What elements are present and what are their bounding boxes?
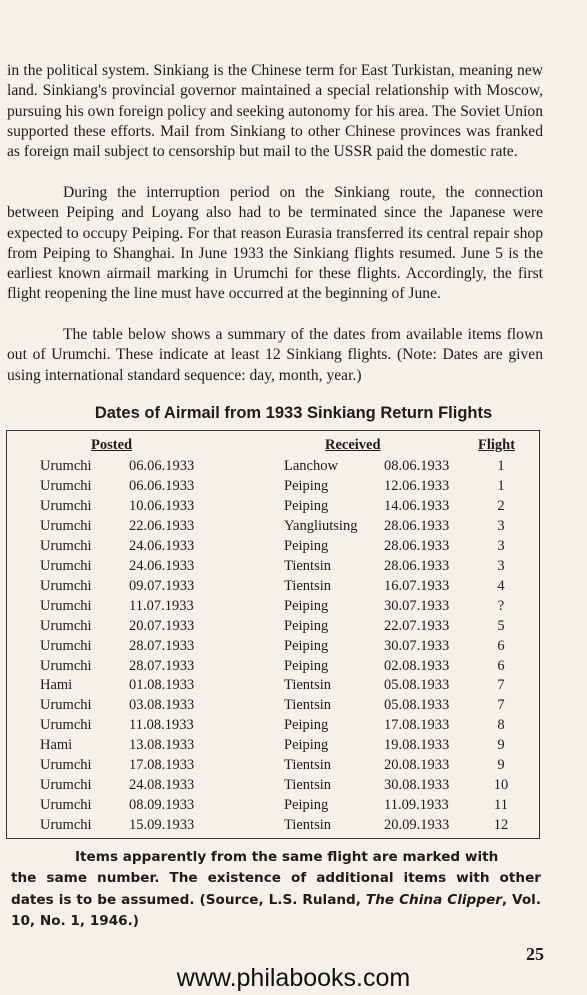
posted-city: Hami <box>40 677 73 694</box>
caption-text-b: , Vol. 10, No. 1, 1946.) <box>11 891 541 929</box>
posted-date: 10.06.1933 <box>129 497 195 514</box>
received-date: 17.08.1933 <box>384 717 450 734</box>
received-city: Peiping <box>284 797 329 814</box>
table-title: Dates of Airmail from 1933 Sinkiang Return Flights <box>94 404 493 422</box>
posted-date: 24.08.1933 <box>129 777 195 794</box>
table-row <box>0 656 587 676</box>
posted-city: Urumchi <box>40 777 92 794</box>
posted-city: Urumchi <box>40 477 92 494</box>
posted-date: 06.06.1933 <box>129 477 195 494</box>
received-city: Tientsin <box>284 697 332 714</box>
table-row <box>0 755 587 775</box>
flight-number: 9 <box>497 757 505 774</box>
posted-date: 28.07.1933 <box>129 637 195 654</box>
received-city: Tientsin <box>284 757 332 774</box>
flight-number: 7 <box>497 677 505 694</box>
table-row <box>0 516 587 536</box>
flight-number: 10 <box>493 777 509 794</box>
posted-date: 22.06.1933 <box>129 517 195 534</box>
posted-city: Urumchi <box>40 637 92 654</box>
received-city: Peiping <box>284 657 329 674</box>
flight-number: 11 <box>494 797 508 814</box>
watermark: www.philabooks.com <box>176 964 411 992</box>
table-caption <box>11 847 541 932</box>
received-city: Lanchow <box>284 458 338 474</box>
posted-city: Urumchi <box>40 458 92 474</box>
paragraph-1: in the political system. Sinkiang is the Chinese term for East Turkistan, meaning new land. Sinkiang's provincial governor maintained a special relationship with Moscow, pursuing his own foreign policy and seeking autonomy for his area. The Soviet Union supported these efforts. Mail from Sinkiang to other Chinese provinces was franked as foreign mail subject to censorship but mail to the USSR paid the domestic rate. <box>7 62 543 161</box>
table-row <box>0 576 587 596</box>
flight-number: 6 <box>497 637 505 654</box>
received-city: Peiping <box>284 597 329 614</box>
received-date: 14.06.1933 <box>384 497 450 514</box>
table-row <box>0 536 587 556</box>
posted-city: Urumchi <box>40 817 92 834</box>
received-date: 05.08.1933 <box>384 697 450 714</box>
table-row <box>0 715 587 735</box>
table-row <box>0 675 587 695</box>
flight-number: 5 <box>497 617 505 634</box>
posted-city: Urumchi <box>40 497 92 514</box>
flight-number: 9 <box>497 737 505 754</box>
flight-number: 7 <box>497 697 505 714</box>
posted-city: Hami <box>40 737 73 754</box>
received-date: 28.06.1933 <box>384 557 450 574</box>
header-received: Received <box>325 437 381 453</box>
received-city: Tientsin <box>284 557 332 574</box>
posted-date: 11.07.1933 <box>129 597 194 614</box>
table-row <box>0 775 587 795</box>
flight-number: 3 <box>497 537 505 554</box>
posted-city: Urumchi <box>40 577 92 594</box>
table-row <box>0 735 587 755</box>
received-city: Tientsin <box>284 677 332 694</box>
received-date: 28.06.1933 <box>384 537 450 554</box>
posted-date: 01.08.1933 <box>129 677 195 694</box>
posted-date: 15.09.1933 <box>129 817 195 834</box>
flight-number: 1 <box>497 458 505 474</box>
received-city: Peiping <box>284 477 329 494</box>
received-city: Peiping <box>284 717 329 734</box>
received-date: 11.09.1933 <box>384 797 449 814</box>
flight-number: 3 <box>497 557 505 574</box>
page-number: 25 <box>526 944 544 964</box>
received-date: 20.09.1933 <box>384 817 450 834</box>
flight-number: 4 <box>497 577 505 594</box>
flight-number: 3 <box>497 517 505 534</box>
posted-city: Urumchi <box>40 597 92 614</box>
received-city: Peiping <box>284 497 329 514</box>
paragraph-2: During the interruption period on the Sinkiang route, the connection between Peiping and Loyang also had to be terminated since the Japanese were expected to occupy Peiping. For that reason Eurasia transferred its central repair shop from Peiping to Shanghai. In June 1933 the Sinkiang flights resumed. June 5 is the earliest known airmail marking in Urumchi for these flights. Accordingly, the first flight reopening the line must have occurred at the beginning of June. <box>7 184 543 303</box>
caption-text-a: the same number. The existence of additional items with other dates is to be assumed. (Source, L.S. Ruland, <box>11 870 541 908</box>
table-row <box>0 556 587 576</box>
posted-city: Urumchi <box>40 557 92 574</box>
received-city: Peiping <box>284 637 329 654</box>
table-row <box>0 636 587 656</box>
flight-number: 8 <box>497 717 505 734</box>
table-row <box>0 476 587 496</box>
header-posted: Posted <box>91 437 133 453</box>
received-date: 20.08.1933 <box>384 757 450 774</box>
received-city: Peiping <box>284 737 329 754</box>
received-date: 22.07.1933 <box>384 617 450 634</box>
posted-date: 08.09.1933 <box>129 797 195 814</box>
posted-city: Urumchi <box>40 517 92 534</box>
paragraph-3: The table below shows a summary of the dates from available items flown out of Urumchi. These indicate at least 12 Sinkiang flights. (Note: Dates are given using international standard sequence: day, month, year.) <box>7 326 543 384</box>
posted-city: Urumchi <box>40 797 92 814</box>
received-city: Peiping <box>284 617 329 634</box>
flight-number: 6 <box>497 657 505 674</box>
posted-city: Urumchi <box>40 697 92 714</box>
flight-number: 2 <box>497 497 505 514</box>
received-date: 30.08.1933 <box>384 777 450 794</box>
posted-city: Urumchi <box>40 537 92 554</box>
header-flight: Flight <box>478 437 516 453</box>
posted-date: 28.07.1933 <box>129 657 195 674</box>
table-row <box>0 456 587 476</box>
received-city: Tientsin <box>284 817 332 834</box>
posted-date: 17.08.1933 <box>129 757 195 774</box>
received-city: Tientsin <box>284 777 332 794</box>
received-date: 08.06.1933 <box>384 458 450 474</box>
posted-city: Urumchi <box>40 717 92 734</box>
posted-date: 13.08.1933 <box>129 737 195 754</box>
posted-date: 24.06.1933 <box>129 557 195 574</box>
posted-date: 20.07.1933 <box>129 617 195 634</box>
posted-date: 03.08.1933 <box>129 697 195 714</box>
flight-number: 12 <box>493 817 509 834</box>
posted-city: Urumchi <box>40 657 92 674</box>
table-row <box>0 695 587 715</box>
received-date: 28.06.1933 <box>384 517 450 534</box>
posted-city: Urumchi <box>40 617 92 634</box>
received-date: 30.07.1933 <box>384 637 450 654</box>
posted-date: 24.06.1933 <box>129 537 195 554</box>
received-city: Peiping <box>284 537 329 554</box>
received-city: Yangliutsing <box>284 517 358 534</box>
posted-city: Urumchi <box>40 757 92 774</box>
posted-date: 06.06.1933 <box>129 458 195 474</box>
received-city: Tientsin <box>284 577 332 594</box>
flight-number: ? <box>497 597 505 614</box>
received-date: 19.08.1933 <box>384 737 450 754</box>
caption-line-1: Items apparently from the same flight are marked with <box>75 849 499 865</box>
received-date: 12.06.1933 <box>384 477 450 494</box>
table-row <box>0 596 587 616</box>
received-date: 30.07.1933 <box>384 597 450 614</box>
received-date: 05.08.1933 <box>384 677 450 694</box>
table-row <box>0 815 587 835</box>
table-row <box>0 795 587 815</box>
table-row <box>0 496 587 516</box>
received-date: 02.08.1933 <box>384 657 450 674</box>
caption-journal: The China Clipper <box>365 891 502 908</box>
posted-date: 11.08.1933 <box>129 717 194 734</box>
table-row <box>0 616 587 636</box>
flight-number: 1 <box>497 477 505 494</box>
received-date: 16.07.1933 <box>384 577 450 594</box>
posted-date: 09.07.1933 <box>129 577 195 594</box>
